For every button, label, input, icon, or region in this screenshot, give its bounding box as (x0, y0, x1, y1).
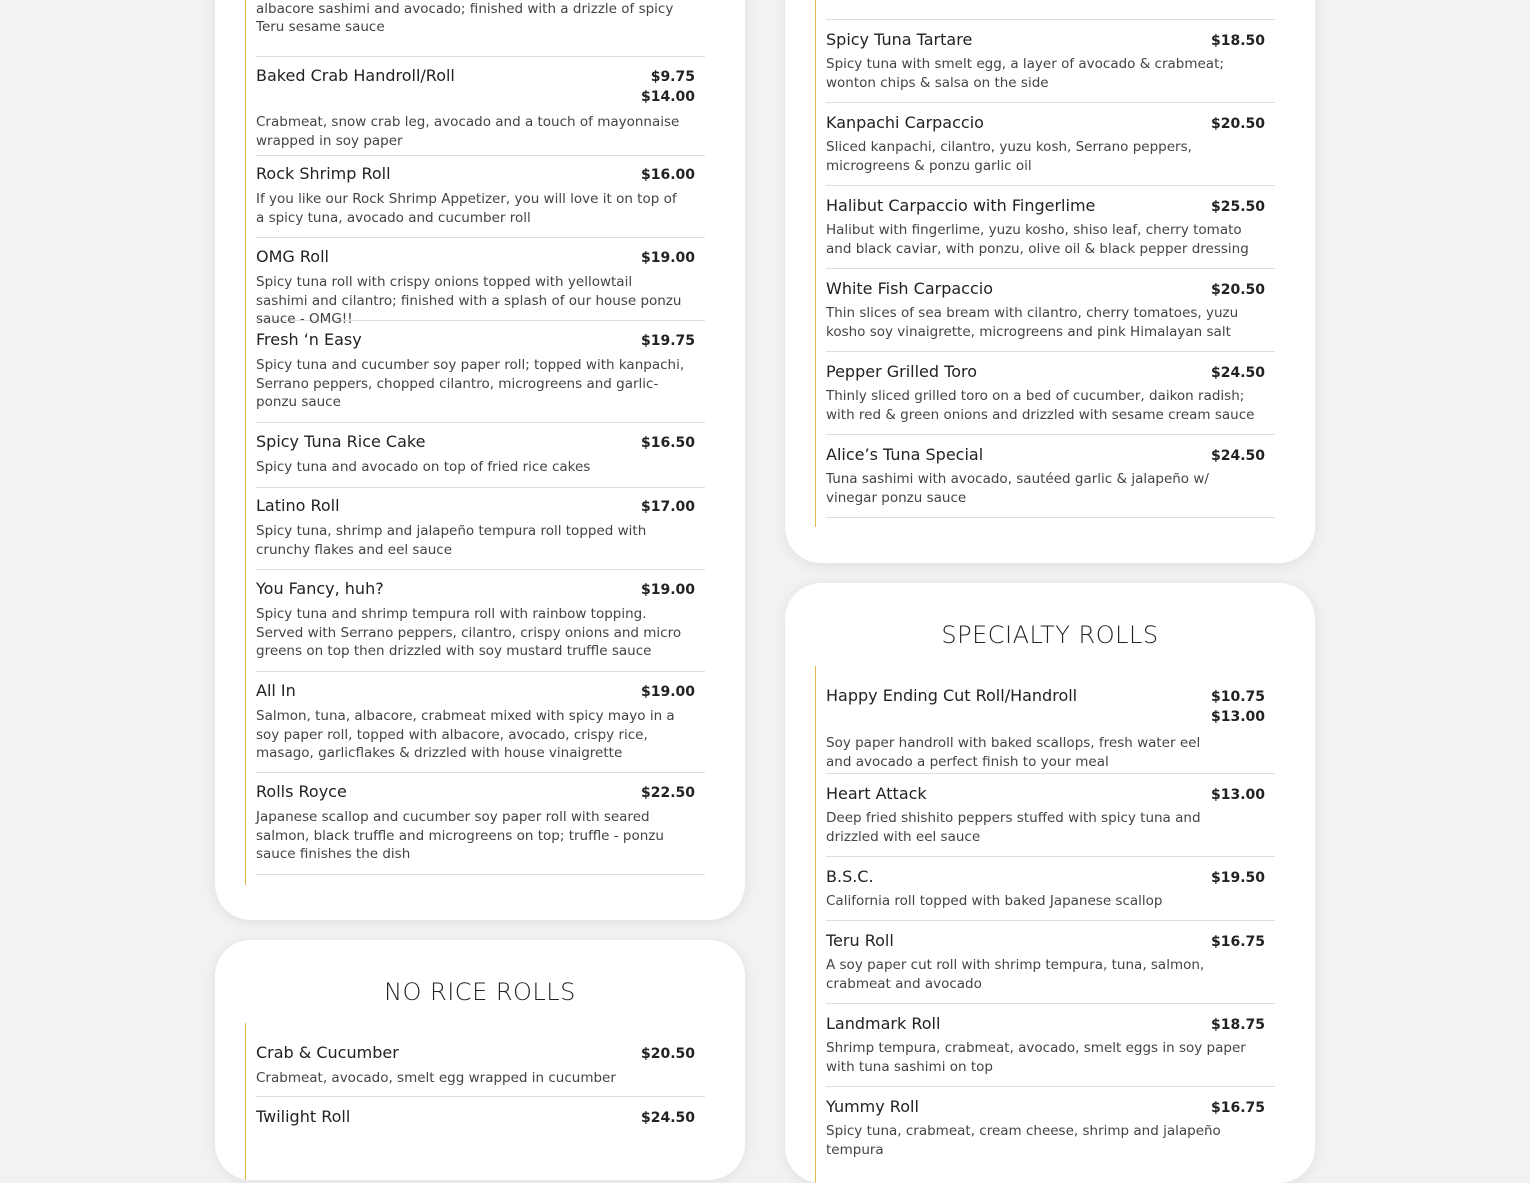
item-name: Teru Roll (826, 931, 894, 950)
menu-item (826, 931, 1275, 1004)
item-name: Landmark Roll (826, 1014, 941, 1033)
menu-item (826, 30, 1275, 103)
menu-item (256, 579, 705, 672)
item-price: $19.75 (640, 333, 695, 349)
item-description: Spicy tuna and cucumber soy paper roll; topped with kanpachi, Serrano peppers, chopped cilantro, microgreens and garlic-ponzu sauce (256, 357, 685, 411)
item-description: Salmon, tuna, albacore, crabmeat mixed with spicy mayo in a soy paper roll, topped with albacore, avocado, crispy rice, masago, garlicflakes & drizzled with house vinaigrette (256, 708, 675, 762)
item-name: Spicy Tuna Rice Cake (256, 432, 426, 451)
menu-item (826, 196, 1275, 269)
partial-item-description: albacore sashimi and avocado; finished with a drizzle of spicy Teru sesame sauce (256, 0, 674, 36)
item-price: $16.50 (640, 435, 695, 451)
menu-card-left-top (215, 0, 745, 920)
item-name: Twilight Roll (256, 1107, 351, 1126)
item-description: California roll topped with baked Japanese scallop (826, 893, 1163, 909)
item-description: If you like our Rock Shrimp Appetizer, you will love it on top of a spicy tuna, avocado and cucumber roll (256, 191, 677, 226)
item-description: Spicy tuna roll with crispy onions topped with yellowtail sashimi and cilantro; finished with a splash of our house ponzu sauce - OMG!! (256, 274, 682, 328)
item-description: Spicy tuna, shrimp and jalapeño tempura roll topped with crunchy flakes and eel sauce (256, 523, 647, 558)
item-name: Latino Roll (256, 496, 340, 515)
item-name: Baked Crab Handroll/Roll (256, 66, 455, 85)
item-description: Soy paper handroll with baked scallops, fresh water eel and avocado a perfect finish to your meal (826, 735, 1201, 770)
item-price (641, 67, 695, 107)
item-price: $20.50 (1210, 282, 1265, 298)
item-name: Heart Attack (826, 784, 927, 803)
item-description: Spicy tuna and shrimp tempura roll with rainbow topping. Served with Serrano peppers, cilantro, crispy onions and micro greens on top then drizzled with soy mustard truffle sauce (256, 606, 682, 660)
item-name: Rock Shrimp Roll (256, 164, 391, 183)
item-price: $18.50 (1210, 33, 1265, 49)
item-price: $16.75 (1210, 934, 1265, 950)
item-description: Tuna sashimi with avocado, sautéed garlic & jalapeño w/ vinegar ponzu sauce (826, 471, 1209, 506)
price-handroll: $13.00 (1210, 709, 1265, 725)
menu-item (256, 681, 705, 773)
menu-card-specialty-rolls (785, 583, 1315, 1183)
menu-item (826, 686, 1275, 774)
item-price: $19.50 (1210, 870, 1265, 886)
menu-item (826, 784, 1275, 857)
item-description: Shrimp tempura, crabmeat, avocado, smelt eggs in soy paper with tuna sashimi on top (826, 1040, 1246, 1075)
item-name: You Fancy, huh? (256, 579, 384, 598)
menu-item (826, 867, 1275, 921)
menu-list (245, 1023, 706, 1180)
item-price: $25.50 (1210, 199, 1265, 215)
item-description: Spicy tuna, crabmeat, cream cheese, shrimp and jalapeño tempura (826, 1123, 1221, 1158)
section-title: NO RICE ROLLS (384, 978, 576, 1006)
item-name: OMG Roll (256, 247, 329, 266)
menu-item (826, 1014, 1275, 1087)
item-name: Yummy Roll (826, 1097, 919, 1116)
menu-item (826, 1097, 1275, 1169)
item-description: Sliced kanpachi, cilantro, yuzu kosh, Serrano peppers, microgreens & ponzu garlic oil (826, 139, 1192, 174)
item-price: $19.00 (640, 582, 695, 598)
item-name: Rolls Royce (256, 782, 347, 801)
item-description: Thinly sliced grilled toro on a bed of cucumber, daikon radish; with red & green onions and drizzled with sesame cream sauce (826, 388, 1255, 423)
item-name: White Fish Carpaccio (826, 279, 993, 298)
item-divider (826, 19, 1275, 20)
item-name: Happy Ending Cut Roll/Handroll (826, 686, 1078, 705)
item-price: $16.00 (640, 167, 695, 183)
item-price: $17.00 (640, 499, 695, 515)
item-price: $24.50 (640, 1110, 695, 1126)
menu-card-no-rice-rolls (215, 940, 745, 1180)
menu-item (256, 1107, 705, 1167)
item-description: Deep fried shishito peppers stuffed with spicy tuna and drizzled with eel sauce (826, 810, 1201, 845)
item-price: $24.50 (1210, 365, 1265, 381)
item-price (1211, 687, 1265, 727)
item-description: Japanese scallop and cucumber soy paper roll with seared salmon, black truffle and microgreens on top; truffle - ponzu sauce finishes the dish (256, 809, 664, 863)
item-divider (256, 56, 705, 57)
item-price: $24.50 (1210, 448, 1265, 464)
price-handroll: $9.75 (650, 69, 695, 85)
item-price: $19.00 (640, 684, 695, 700)
menu-item (256, 66, 705, 156)
price-cut-roll: $10.75 (1210, 689, 1265, 705)
menu-item (256, 432, 705, 488)
item-price: $13.00 (1210, 787, 1265, 803)
menu-item (826, 445, 1275, 518)
menu-list (245, 0, 706, 885)
item-price: $20.50 (1210, 116, 1265, 132)
item-description: A soy paper cut roll with shrimp tempura, tuna, salmon, crabmeat and avocado (826, 957, 1205, 992)
menu-item (826, 362, 1275, 435)
item-price: $20.50 (640, 1046, 695, 1062)
item-price: $19.00 (640, 250, 695, 266)
item-name: Crab & Cucumber (256, 1043, 399, 1062)
menu-item (256, 1043, 705, 1097)
item-name: Pepper Grilled Toro (826, 362, 977, 381)
menu-list (815, 0, 1276, 527)
item-description: Halibut with fingerlime, yuzu kosho, shiso leaf, cherry tomato and black caviar, with ponzu, olive oil & black pepper dressing (826, 222, 1249, 257)
menu-item (826, 279, 1275, 352)
section-title: SPECIALTY ROLLS (941, 621, 1159, 649)
item-description: Spicy tuna and avocado on top of fried rice cakes (256, 459, 591, 475)
menu-card-right-top (785, 0, 1315, 563)
item-description: Spicy tuna with smelt egg, a layer of avocado & crabmeat; wonton chips & salsa on the side (826, 56, 1224, 91)
item-description: Crabmeat, snow crab leg, avocado and a touch of mayonnaise wrapped in soy paper (256, 114, 680, 149)
item-name: Alice’s Tuna Special (826, 445, 984, 464)
menu-item (256, 330, 705, 423)
menu-item (826, 113, 1275, 186)
item-name: Halibut Carpaccio with Fingerlime (826, 196, 1096, 215)
item-name: Fresh ‘n Easy (256, 330, 362, 349)
menu-item (256, 496, 705, 570)
item-price: $18.75 (1210, 1017, 1265, 1033)
item-description: Thin slices of sea bream with cilantro, cherry tomatoes, yuzu kosho soy vinaigrette, microgreens and pink Himalayan salt (826, 305, 1239, 340)
item-name: Spicy Tuna Tartare (826, 30, 973, 49)
item-description: Crabmeat, avocado, smelt egg wrapped in cucumber (256, 1070, 616, 1086)
item-price: $22.50 (640, 785, 695, 801)
item-name: All In (256, 681, 296, 700)
menu-item (256, 782, 705, 875)
menu-item (256, 247, 705, 328)
item-name: B.S.C. (826, 867, 874, 886)
item-price: $16.75 (1210, 1100, 1265, 1116)
item-name: Kanpachi Carpaccio (826, 113, 984, 132)
menu-list (815, 666, 1276, 1183)
menu-item (256, 164, 705, 238)
price-roll: $14.00 (640, 89, 695, 105)
